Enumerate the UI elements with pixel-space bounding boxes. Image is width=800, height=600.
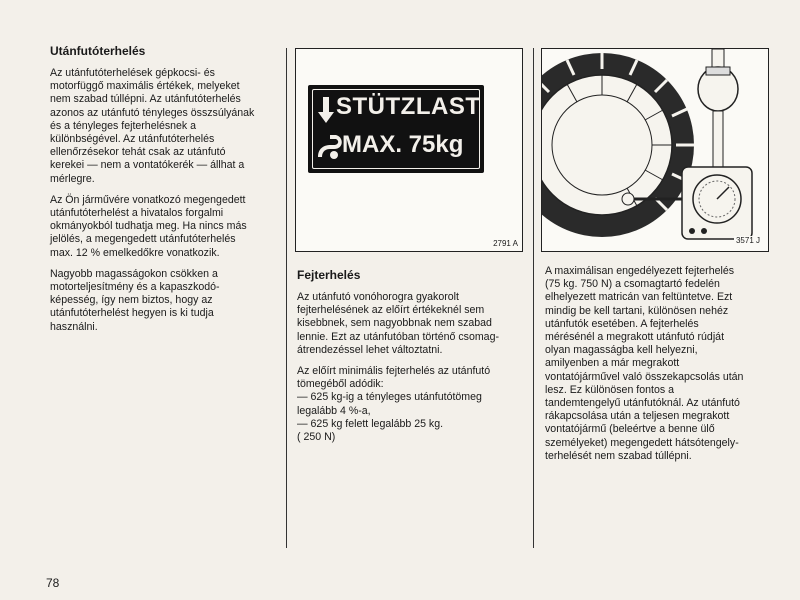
text-line: olyan magasságba kell helyezni, bbox=[545, 344, 698, 357]
figure-label: 3571 J bbox=[735, 236, 760, 245]
text-line: használni. bbox=[50, 320, 98, 333]
text-line: tömegéből adódik: bbox=[297, 378, 384, 391]
text-line: fejterhelésének az előírt értékeknél sem bbox=[297, 304, 485, 317]
text-line: Az utánfutó vonóhorogra gyakorolt bbox=[297, 291, 459, 303]
column-tongue-load bbox=[297, 268, 519, 452]
paragraph-3 bbox=[50, 268, 272, 334]
text-line: vontatójármű (beleértve a benne ülő bbox=[545, 423, 715, 436]
text-line: mérlegre. bbox=[50, 172, 95, 185]
heading-tongue-load: Fejterhelés bbox=[297, 268, 361, 282]
page-number: 78 bbox=[46, 576, 60, 590]
heading-trailer-load: Utánfutóterhelés bbox=[50, 44, 146, 58]
text-line: utánfutók esetében. A fejterhelés bbox=[545, 317, 699, 330]
text-line: amilyenben a már megrakott bbox=[545, 357, 680, 370]
text-line: lesz. Ez különösen fontos a bbox=[545, 383, 674, 396]
sign-text-max-load: MAX. 75kg bbox=[342, 131, 464, 158]
column-trailer-load bbox=[50, 44, 272, 342]
text-line: (75 kg. 750 N) a csomagtartó fedelén bbox=[545, 278, 720, 291]
tow-hook-icon bbox=[316, 135, 342, 161]
text-line: lennie. Ezt az utánfutóban történő csomag- bbox=[297, 330, 499, 343]
paragraph-1 bbox=[297, 291, 519, 357]
figure-label: 2791 A bbox=[493, 239, 518, 248]
down-arrow-icon bbox=[318, 97, 334, 123]
text-line: legalább 4 %-a, bbox=[297, 404, 371, 417]
text-line: jelölés, a megengedett utánfutóterhelés bbox=[50, 233, 236, 246]
text-line: utánfutóterhelést a hivatalos forgalmi bbox=[50, 207, 224, 220]
sign-text-stuetzlast: STÜTZLAST bbox=[336, 93, 481, 120]
figure-support-load-sign bbox=[295, 48, 523, 252]
text-line: nem szabad túllépni. Az utánfutóterhelés bbox=[50, 93, 241, 106]
paragraph-1 bbox=[545, 265, 775, 463]
text-line: mindig be kell tartani, különösen nehéz bbox=[545, 304, 729, 317]
paragraph-1 bbox=[50, 67, 272, 186]
text-line: rákapcsolása után a teljesen megrakott bbox=[545, 410, 730, 423]
text-line: elhelyezett matricán van feltüntetve. Ezt bbox=[545, 291, 733, 304]
column-max-tongue-load bbox=[545, 265, 775, 471]
text-line: okmányokból tudhatja meg. Ha nincs más bbox=[50, 220, 247, 233]
text-line: max. 12 % emelkedőkre vonatkozik. bbox=[50, 246, 220, 259]
text-line: Az Ön járművére vonatkozó megengedett bbox=[50, 193, 246, 206]
text-line: azonos az utánfutó tényleges összsúlyának bbox=[50, 106, 255, 119]
text-line: személyeket) megengedett hátsótengely- bbox=[545, 436, 739, 449]
text-line: terhelését nem szabad túllépni. bbox=[545, 449, 692, 462]
text-line: motorteljesítmény és a kapaszkodó- bbox=[50, 281, 220, 294]
paragraph-2 bbox=[297, 365, 519, 444]
text-line: Nagyobb magasságokon csökken a bbox=[50, 267, 218, 280]
text-line: vontatójárművel való összekapcsolás után bbox=[545, 370, 744, 383]
text-line: kisebbnek, sem nagyobbnak nem szabad bbox=[297, 317, 492, 330]
figure-measuring-support-load bbox=[541, 48, 769, 252]
column-divider bbox=[533, 48, 534, 548]
text-line: motorfüggő maximális értékek, melyeket bbox=[50, 80, 240, 93]
text-line: ellenőrzésekor tehát csak az utánfutó bbox=[50, 146, 226, 159]
text-line: A maximálisan engedélyezett fejterhelés bbox=[545, 265, 735, 277]
text-line: mérésénél a megrakott utánfutó rúdját bbox=[545, 331, 725, 344]
text-line: különbségével. Az utánfutóterhelés bbox=[50, 133, 215, 146]
text-line: Az előírt minimális fejterhelés az utánfutó bbox=[297, 365, 491, 378]
text-line: tandemtengelyű utánfutóknál. Az utánfutó bbox=[545, 397, 740, 410]
text-line: ( 250 N) bbox=[297, 431, 336, 444]
text-line: — 625 kg-ig a tényleges utánfutótömeg bbox=[297, 391, 482, 404]
support-load-sign bbox=[308, 85, 484, 173]
text-line: — 625 kg felett legalább 25 kg. bbox=[297, 417, 444, 430]
paragraph-2 bbox=[50, 194, 272, 260]
column-divider bbox=[286, 48, 287, 548]
text-line: kerekei — nem a vontatókerék — állhat a bbox=[50, 159, 245, 172]
text-line: és a tényleges fejterhelésnek a bbox=[50, 119, 197, 132]
text-line: képesség, így nem biztos, hogy az bbox=[50, 294, 213, 307]
scale-illustration bbox=[542, 49, 768, 251]
text-line: átrendezéssel lehet változtatni. bbox=[297, 343, 443, 356]
text-line: Az utánfutóterhelések gépkocsi- és bbox=[50, 67, 215, 79]
text-line: utánfutóterhelést hegyen is ki tudja bbox=[50, 307, 214, 320]
